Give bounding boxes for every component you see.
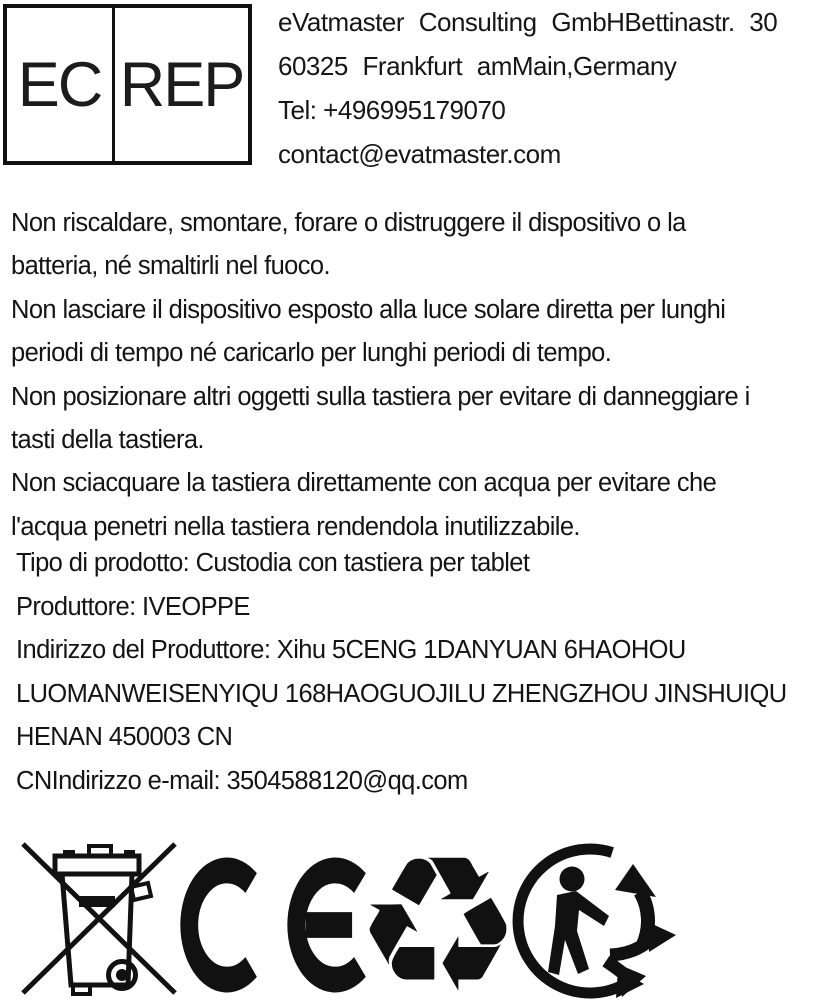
product-type: Tipo di prodotto: Custodia con tastiera per tablet — [16, 549, 530, 577]
eu-representative-contact — [278, 0, 777, 176]
warning-line: periodi di tempo né caricarlo per lunghi periodi di tempo. — [11, 339, 612, 368]
contact-city-country: 60325 Frankfurt amMain,Germany — [278, 51, 677, 81]
recycling-mobius-loop-icon: ♻ — [353, 816, 523, 1003]
contact-email: contact@evatmaster.com — [278, 139, 561, 169]
contact-phone: Tel: +496995179070 — [278, 95, 506, 125]
manufacturer-address-line: HENAN 450003 CN — [16, 723, 233, 752]
ec-rep-box — [3, 4, 252, 165]
warning-line: Non riscaldare, smontare, forare o distruggere il dispositivo o la — [11, 209, 686, 237]
product-info — [16, 542, 787, 804]
warning-line: Non sciacquare la tastiera direttamente con acqua per evitare che — [11, 469, 717, 498]
manufacturer-address-line: Indirizzo del Produttore: Xihu 5CENG 1DANYUAN 6HAOHOU — [16, 636, 686, 665]
warning-line: Non lasciare il dispositivo esposto alla luce solare diretta per lunghi — [11, 295, 726, 324]
manufacturer-address-line: LUOMANWEISENYIQU 168HAOGUOJILU ZHENGZHOU JINSHUIQU — [16, 679, 787, 708]
triman-icon — [512, 833, 694, 1003]
warning-line: Non posizionare altri oggetti sulla tastiera per evitare di danneggiare i — [11, 382, 750, 411]
ce-mark-c-icon — [180, 857, 258, 993]
contact-company-address: eVatmaster Consulting GmbHBettinastr. 30 — [278, 7, 778, 37]
warning-line: tasti della tastiera. — [11, 426, 204, 455]
warning-line: batteria, né smaltirli nel fuoco. — [11, 252, 330, 281]
weee-crossed-bin-icon — [18, 839, 180, 999]
manufacturer-name: Produttore: IVEOPPE — [16, 592, 250, 621]
ec-rep-ec-label: EC — [7, 8, 115, 161]
warning-line: l'acqua penetri nella tastiera rendendola inutilizzabile. — [11, 512, 580, 541]
safety-warnings — [11, 202, 750, 543]
ec-rep-rep-label: REP — [119, 49, 244, 120]
manufacturer-email: CNIndirizzo e-mail: 3504588120@qq.com — [16, 766, 468, 795]
